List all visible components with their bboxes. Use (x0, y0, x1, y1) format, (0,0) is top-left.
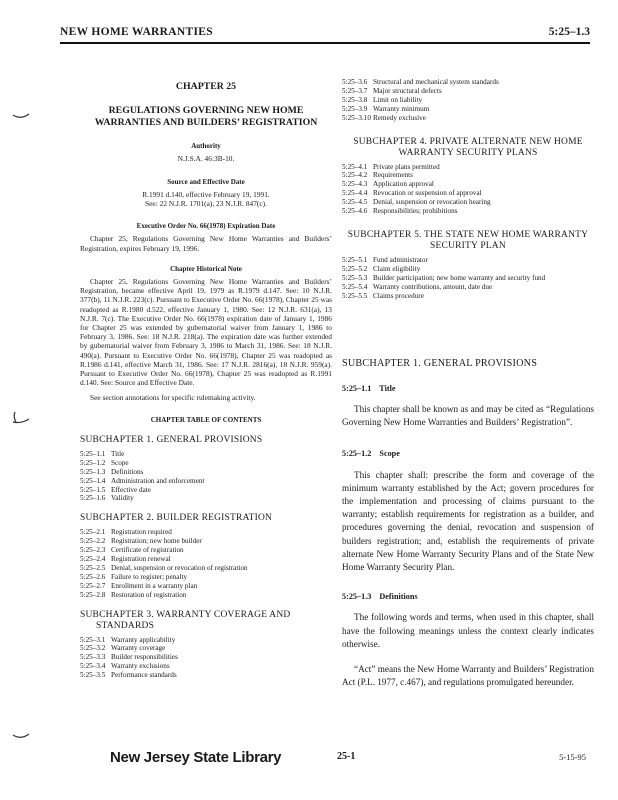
toc-entry-number: 5:25–2.7 (80, 581, 106, 590)
toc-entry-number: 5:25–5.2 (342, 264, 368, 273)
toc-heading: CHAPTER TABLE OF CONTENTS (150, 415, 262, 424)
source-line: See: 22 N.J.R. 1701(a), 23 N.J.R. 847(c). (145, 199, 267, 209)
toc-entry-title: Remedy exclusive (373, 113, 426, 122)
toc-entry (80, 564, 332, 573)
revision-date: 5-15-95 (559, 752, 586, 762)
toc-entry-number: 5:25–1.5 (80, 485, 106, 494)
toc-entry-number: 5:25–1.2 (80, 458, 106, 467)
toc-entry (80, 644, 332, 653)
toc-entry-title: Denial, suspension or revocation of registration (111, 563, 248, 572)
toc-entry-title: Warranty coverage (111, 644, 166, 653)
toc-entry (342, 163, 594, 172)
toc-entry-title: Warranty exclusions (111, 662, 170, 671)
toc-entry (80, 546, 332, 555)
toc-entry (342, 180, 594, 189)
toc-entry-title: Title (111, 449, 125, 458)
historical-note-text: Chapter 25, Regulations Governing New Home Warranties and Builders’ Registration, became effective April 19, 1979 as R.1979 d.147. See: 10 N.J.R. 377(b), 11 N.J.R. 223(c). Pursuant to Executive Order No. 66(1978), Chapter 25 was readopted as R.1980 d.522, effective January 1, 1980. See: 12 N.J.R. 631(a), 13 N.J.R. 7(c). The Executive Order No. 66(1978) expiration date of January 1, 1986 for Chapter 25 was extended by gubernatorial waiver from January 1, 1986 to February 3, 1986. See: 18 N.J.R. 218(a). The expiration date was further extended by gubernatorial waiver from February 3, 1986 to March 31, 1986. See: 18 N.J.R. 490(a). Pursuant to Executive Order No. 66(1978), Chapter 25 was readopted as R.1986 d.141, effective March 31, 1986. See: 17 N.J.R. 2816(a), 18 N.J.R. 959(a). Pursuant to Executive Order No. 66(1978), Chapter 25 was readopted as R.1991 d.140. See: Source and Effective Date. (80, 277, 332, 388)
toc-entry-number: 5:25–2.3 (80, 546, 106, 555)
section-number: 5:25–1.1 (342, 383, 372, 393)
toc-entry-title: Builder responsibilities (111, 653, 178, 662)
page-number: 25-1 (337, 751, 356, 762)
toc-entry-number: 5:25–5.5 (342, 291, 368, 300)
annotations-note: See section annotations for specific rulemaking activity. (90, 393, 256, 403)
toc-entry-title: Definitions (111, 467, 144, 476)
toc-entry (80, 528, 332, 537)
toc-entry (342, 105, 594, 114)
toc-entry-number: 5:25–3.10 (342, 113, 371, 122)
toc-entry-number: 5:25–4.5 (342, 198, 368, 207)
toc-entry-title: Scope (111, 458, 129, 467)
section-1-1 (342, 384, 594, 430)
toc-entry (80, 555, 332, 564)
toc-entry (80, 653, 332, 662)
toc-subchapter-heading: SUBCHAPTER 2. BUILDER REGISTRATION (80, 513, 273, 524)
source-line: R.1991 d.140, effective February 19, 1991. (142, 189, 270, 199)
toc-entry-title: Denial, suspension or revocation hearing (373, 198, 491, 207)
chapter-title: REGULATIONS GOVERNING NEW HOME WARRANTIES AND BUILDERS’ REGISTRATION (94, 105, 318, 129)
toc-entry (342, 171, 594, 180)
toc-entry-number: 5:25–4.1 (342, 162, 368, 171)
authority-heading: Authority (191, 142, 221, 151)
toc-entry-number: 5:25–3.2 (80, 644, 106, 653)
section-paragraph: This chapter shall be known as and may be cited as “Regulations Governing New Home Warranties and Builders’ Registration”. (342, 403, 594, 428)
punch-hole-mark-icon (12, 108, 30, 122)
toc-entry (342, 189, 594, 198)
toc-entry-title: Failure to register; penalty (111, 572, 188, 581)
toc-entry (342, 78, 594, 87)
toc-entry-title: Claim eligibility (373, 264, 421, 273)
toc-entry (80, 636, 332, 645)
toc-entry-number: 5:25–2.4 (80, 555, 106, 564)
toc-entry (80, 537, 332, 546)
section-title: Title (379, 383, 396, 393)
executive-order-text: Chapter 25, Regulations Governing New Home Warranties and Builders’ Registration, expires February 19, 1996. (80, 234, 332, 253)
toc-entry-title: Registration; new home builder (111, 537, 202, 546)
toc-entry-title: Validity (111, 494, 134, 503)
section-paragraph: “Act” means the New Home Warranty and Builders’ Registration Act (P.L. 1977, c.467), and regulations promulgated hereunder. (342, 663, 594, 688)
toc-entry-title: Administration and enforcement (111, 476, 205, 485)
toc-entry (80, 662, 332, 671)
authority-text: N.J.S.A. 46:3B-10. (177, 154, 235, 164)
right-column (342, 78, 594, 697)
toc-entry-number: 5:25–4.6 (342, 207, 368, 216)
executive-order-heading: Executive Order No. 66(1978) Expiration Date (136, 222, 276, 231)
toc-list (342, 163, 594, 216)
toc-entry-number: 5:25–4.3 (342, 180, 368, 189)
toc-subchapter-heading: SUBCHAPTER 1. GENERAL PROVISIONS (80, 434, 263, 445)
toc-entry-number: 5:25–4.2 (342, 171, 368, 180)
toc-entry-title: Enrollment in a warranty plan (111, 581, 198, 590)
running-header-title: NEW HOME WARRANTIES (60, 26, 213, 38)
section-paragraph: The following words and terms, when used in this chapter, shall have the following meanings unless the context clearly indicates otherwise. (342, 612, 594, 649)
toc-entry-number: 5:25–3.1 (80, 635, 106, 644)
toc-list (342, 256, 594, 301)
toc-entry-number: 5:25–2.6 (80, 572, 106, 581)
toc-entry-number: 5:25–3.3 (80, 653, 106, 662)
toc-entry (80, 671, 332, 680)
section-paragraph: This chapter shall: prescribe the form and coverage of the minimum warranty established by the Act; govern procedures for the implementation and processing of claims pursuant to the warranty; establish requirements for registration as a builder, and procedures governing the denial, revocation and suspension of builders registration; and, establish the requirements of private alternate New Home Warranty Security Plans and of the State New Home Warranty Security Plan. (342, 469, 594, 572)
toc-entry-number: 5:25–2.2 (80, 537, 106, 546)
toc-continued (342, 78, 594, 123)
toc-entry-number: 5:25–1.3 (80, 467, 106, 476)
toc-entry-title: Warranty contributions, amount, date due (373, 282, 493, 291)
toc-entry (80, 459, 332, 468)
section-1-2 (342, 449, 594, 574)
section-1-3 (342, 592, 594, 689)
left-column (80, 78, 332, 680)
toc-entry (80, 591, 332, 600)
toc-entry-number: 5:25–2.1 (80, 528, 106, 537)
toc-entry-number: 5:25–3.5 (80, 671, 106, 680)
toc-entry-number: 5:25–3.9 (342, 104, 368, 113)
section-heading (342, 592, 594, 601)
toc-entry-title: Structural and mechanical system standards (373, 78, 499, 86)
toc-entry-title: Fund administrator (373, 255, 428, 264)
running-header (60, 22, 590, 44)
toc-entry-title: Certificate of registration (111, 546, 184, 555)
toc-entry-title: Restoration of registration (111, 590, 187, 599)
toc-entry-title: Performance standards (111, 671, 177, 680)
source-lines (80, 190, 332, 208)
toc-entry (342, 256, 594, 265)
toc-list (80, 450, 332, 503)
toc-entry-number: 5:25–5.4 (342, 282, 368, 291)
toc-entry-title: Warranty minimum (373, 104, 430, 113)
body-subchapter-heading: SUBCHAPTER 1. GENERAL PROVISIONS (342, 357, 538, 369)
toc-entry (80, 468, 332, 477)
toc-entry-number: 5:25–2.5 (80, 563, 106, 572)
toc-entry-title: Private plans permitted (373, 162, 440, 171)
library-stamp: New Jersey State Library (110, 749, 282, 766)
toc-entry (80, 486, 332, 495)
toc-entry (342, 198, 594, 207)
toc-entry-title: Application approval (373, 180, 434, 189)
toc-entry-title: Responsibilities; prohibitions (373, 207, 458, 216)
toc-entry-number: 5:25–3.8 (342, 95, 368, 104)
section-title: Definitions (379, 592, 418, 602)
toc-entry (80, 573, 332, 582)
punch-hole-mark-icon (12, 728, 30, 742)
toc-list (80, 528, 332, 599)
toc-entry (342, 283, 594, 292)
historical-note-heading: Chapter Historical Note (170, 264, 242, 273)
toc-subchapter-heading: SUBCHAPTER 5. THE STATE NEW HOME WARRANTY SECURITY PLAN (347, 229, 589, 251)
toc-entry-title: Major structural defects (373, 86, 442, 95)
toc-entry (342, 292, 594, 301)
toc-entry-number: 5:25–1.4 (80, 476, 106, 485)
toc-entry (342, 87, 594, 96)
toc-right (342, 137, 594, 301)
toc-entry-number: 5:25–3.4 (80, 662, 106, 671)
toc-entry-number: 5:25–4.4 (342, 189, 368, 198)
section-heading (342, 384, 594, 393)
toc-entry-title: Requirements (373, 171, 413, 180)
toc-entry-number: 5:25–5.1 (342, 255, 368, 264)
toc-entry (342, 274, 594, 283)
toc-entry-number: 5:25–2.8 (80, 590, 106, 599)
toc-entry (80, 450, 332, 459)
source-heading: Source and Effective Date (167, 177, 245, 186)
toc-entry-number: 5:25–5.3 (342, 273, 368, 282)
toc-entry-title: Effective date (111, 485, 151, 494)
toc-entry-title: Registration renewal (111, 555, 171, 564)
toc-entry-title: Limit on liability (373, 95, 423, 104)
toc-entry-title: Warranty applicability (111, 635, 176, 644)
toc-entry (80, 494, 332, 503)
toc-entry-title: Claims procedure (373, 291, 424, 300)
toc-entry-title: Registration required (111, 528, 172, 537)
toc-left (80, 435, 332, 680)
page-footer (80, 749, 600, 773)
section-title: Scope (379, 449, 400, 459)
toc-entry-title: Builder participation; new home warranty and security fund (373, 273, 546, 282)
section-number: 5:25–1.2 (342, 449, 372, 459)
toc-subchapter-heading: SUBCHAPTER 4. PRIVATE ALTERNATE NEW HOME WARRANTY SECURITY PLANS (353, 136, 583, 158)
toc-entry-number: 5:25–1.1 (80, 449, 106, 458)
toc-entry (342, 265, 594, 274)
toc-entry-title: Revocation or suspension of approval (373, 189, 482, 198)
toc-entry (342, 114, 594, 123)
toc-entry (342, 207, 594, 216)
running-header-section: 5:25–1.3 (548, 26, 590, 38)
toc-list (80, 636, 332, 681)
toc-entry (80, 477, 332, 486)
section-heading (342, 449, 594, 458)
toc-subchapter-heading: SUBCHAPTER 3. WARRANTY COVERAGE AND STANDARDS (80, 609, 291, 631)
punch-hole-mark-icon (12, 410, 30, 424)
toc-entry-number: 5:25–3.6 (342, 78, 368, 86)
toc-entry-number: 5:25–3.7 (342, 86, 368, 95)
toc-entry-number: 5:25–1.6 (80, 494, 106, 503)
toc-entry (342, 96, 594, 105)
chapter-label: CHAPTER 25 (175, 81, 237, 92)
toc-entry (80, 582, 332, 591)
section-number: 5:25–1.3 (342, 592, 372, 602)
